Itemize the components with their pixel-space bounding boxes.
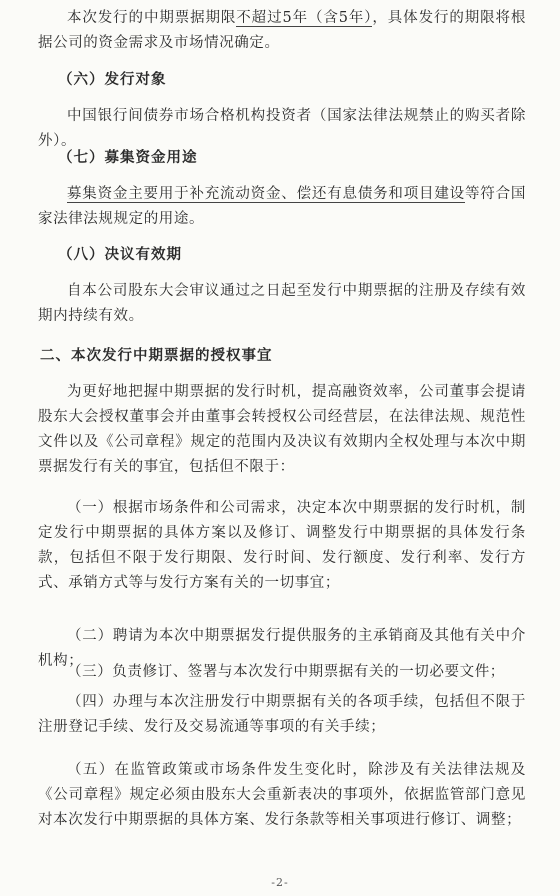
term-paragraph [38,6,526,56]
authorization-item-4: （四）办理与本次注册发行中期票据有关的各项手续，包括但不限于注册登记手续、发行及交易流通等事项的有关手续； [38,694,526,735]
term-underlined-text: 不超过5年（含5年） [236,10,373,26]
heading-use-of-proceeds: （七）募集资金用途 [58,149,198,166]
authorization-intro-paragraph: 为更好地把握中期票据的发行时机，提高融资效率，公司董事会提请股东大会授权董事会并由董事会转授权公司经营层，在法律法规、规范性文件以及《公司章程》规定的范围内及决议有效期内全权处理与本次中期票据发行有关的事宜，包括但不限于： [38,384,526,475]
authorization-item-2: （二）聘请为本次中期票据发行提供服务的主承销商及其他有关中介机构； [38,628,526,669]
heading-authorization: 二、本次发行中期票据的授权事宜 [40,347,273,364]
authorization-item-5: （五）在监管政策或市场条件发生变化时，除涉及有关法律法规及《公司章程》规定必须由股东大会重新表决的事项外，依据监管部门意见对本次发行中期票据的具体方案、发行条款等相关事项进行修订、调整； [38,762,526,828]
use-of-proceeds-paragraph [38,182,526,232]
use-text: 等符合国家法律法规规定的用途。 [38,186,526,227]
term-text-b: ，具体发行的期限将根据公司的资金需求及市场情况确定。 [38,10,527,51]
page-number: -2- [271,876,289,889]
authorization-item-3: （三）负责修订、签署与本次发行中期票据有关的一切必要文件； [67,664,505,680]
use-underlined-text: 募集资金主要用于补充流动资金、偿还有息债务和项目建设 [67,186,465,202]
issuance-target-paragraph: 中国银行间债券市场合格机构投资者（国家法律法规禁止的购买者除外）。 [38,108,526,149]
heading-resolution-validity: （八）决议有效期 [58,246,182,263]
heading-issuance-target: （六）发行对象 [58,71,167,88]
term-text-a: 本次发行的中期票据期限 [67,10,237,26]
authorization-item-1: （一）根据市场条件和公司需求，决定本次中期票据的发行时机，制定发行中期票据的具体方案以及修订、调整发行中期票据的具体发行条款，包括但不限于发行期限、发行时间、发行额度、发行利率、发行方式、承销方式等与发行方案有关的一切事宜； [38,500,526,591]
validity-paragraph: 自本公司股东大会审议通过之日起至发行中期票据的注册及存续有效期内持续有效。 [38,283,526,324]
